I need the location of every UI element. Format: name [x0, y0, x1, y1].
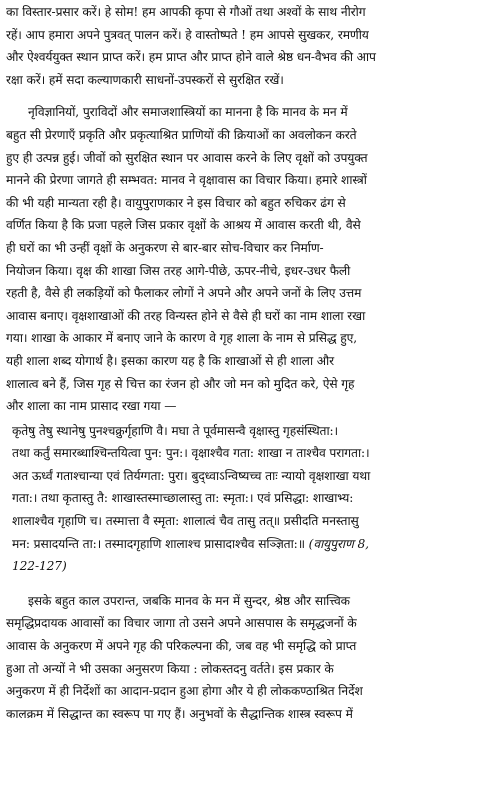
text-line: बहुत सी प्रेरणाएँ प्रकृति और प्रकृत्याश्रित प्राणियों की क्रियाओं का अवलोकन करते [6, 127, 357, 142]
text-line: इसके बहुत काल उपरान्त, जबकि मानव के मन में सुन्दर, श्रेष्ठ और सात्त्विक [28, 593, 350, 608]
text-line: रक्षा करें। हमें सदा कल्याणकारी साधनों-उपस्करों से सुरक्षित रखें। [6, 72, 284, 87]
paragraph-tree-dwelling [6, 101, 495, 417]
citation-source: (वायुपुराण 8, [308, 536, 369, 551]
sanskrit-verse-block [6, 420, 495, 578]
text-line: रहें। आप हमारा अपने पुत्रवत् पालन करें। हे वास्तोष्पते ! हम आपसे सुखकर, रमणीय [6, 27, 369, 42]
text-line: समृद्धिप्रदायक आवासों का विचार जागा तो उसने अपने आसपास के समृद्धजनों के [6, 616, 357, 631]
verse-line [12, 533, 495, 556]
text-line: आवास के अनुकरण में अपने गृह की परिकल्पना की, जब वह भी समृद्धि को प्राप्त [6, 639, 357, 654]
citation-verses: 122-127) [12, 559, 67, 574]
text-line: नियोजन किया। वृक्ष की शाखा जिस तरह आगे-पीछे, ऊपर-नीचे, इधर-उधर फैली [6, 263, 351, 278]
verse-line: अत ऊर्ध्वं गताश्चान्या एवं तिर्यग्गता: पुरा। बुद्ध्वाऽन्विष्यच्च ताः न्यायो वृक्षशाखा यथा [12, 468, 371, 483]
text-line: ही घरों का भी उन्हीं वृक्षों के अनुकरण से बार-बार सोच-विचार कर निर्माण- [6, 240, 324, 255]
text-line: रहती है, वैसे ही लकड़ियों को फैलाकर लोगों ने अपने और अपने जनों के लिए उत्तम [6, 286, 362, 301]
text-line: गया। शाखा के आकार में बनाए जाने के कारण वे गृह शाला के नाम से प्रसिद्ध हुए, [6, 331, 358, 346]
text-line: की भी यही मान्यता रही है। वायुपुराणकार ने इस विचार को बहुत रुचिकर ढंग से [6, 195, 346, 210]
verse-line: शालाश्चैव गृहाणि च। तस्मात्ता वै स्मृता: शालात्वं चैव तासु तत्॥ प्रसीदति मनस्तासु [12, 514, 359, 529]
text-line: हुआ तो अन्यों ने भी उसका अनुसरण किया : लोकस्तदनु वर्तते। इस प्रकार के [6, 661, 334, 676]
paragraph-imitation [6, 590, 495, 726]
text-line: और ऐश्वर्ययुक्त स्थान प्राप्त करें। हम प्राप्त और प्राप्त होने वाले श्रेष्ठ धन-वैभव की आप [6, 50, 376, 65]
text-line: हुए ही उत्पन्न हुई। जीवों को सुरक्षित स्थान पर आवास करने के लिए वृक्षों को उपयुक्त [6, 150, 368, 165]
verse-line-text: मन: प्रसादयन्ति ता:। तस्मादगृहाणि शालाश्च प्रासादाश्चैव सञ्ज्ञिता:॥ [12, 536, 305, 551]
text-line: मानने की प्रेरणा जागते ही सम्भवत: मानव ने वृक्षावास का विचार किया। हमारे शास्त्रों [6, 173, 367, 188]
verse-line: तथा कर्तुं समारब्धाश्चिन्तयित्वा पुन: पुन:। वृक्षाश्चैव गता: शाखा न ताश्चैव परागता:। [12, 446, 370, 461]
text-line: आवास बनाए। वृक्षशाखाओं की तरह विन्यस्त होने से वैसे ही घरों का नाम शाला रखा [6, 308, 366, 323]
verse-line: गता:। तथा कृतास्तु तै: शाखास्तस्माच्छालास्तु ता: स्मृता:। एवं प्रसिद्धा: शाखाभ्य: [12, 491, 354, 506]
paragraph-vedic-prayer [6, 1, 495, 91]
text-line: यही शाला शब्द योगार्थ है। इसका कारण यह है कि शाखाओं से ही शाला और [6, 353, 335, 368]
text-line: अनुकरण में ही निर्देशों का आदान-प्रदान हुआ होगा और ये ही लोककण्ठाश्रित निर्देश [6, 684, 363, 699]
text-line: वर्णित किया है कि प्रजा पहले जिस प्रकार वृक्षों के आश्रय में आवास करती थी, वैसे [6, 218, 361, 233]
text-line: का विस्तार-प्रसार करें। हे सोम! हम आपकी कृपा से गौओं तथा अश्वों के साथ नीरोग [6, 5, 366, 19]
text-line: नृविज्ञानियों, पुराविदों और समाजशास्त्रियों का मानना है कि मानव के मन में [28, 105, 348, 120]
text-line: और शाला का नाम प्रासाद रखा गया — [6, 399, 177, 414]
text-line: शालात्व बने हैं, जिस गृह से चित्त का रंजन हो और जो मन को मुदित करे, ऐसे गृह [6, 376, 355, 391]
text-line: कालक्रम में सिद्धान्त का स्वरूप पा गए हैं। अनुभवों के सैद्धान्तिक शास्त्र स्वरूप में [6, 706, 353, 721]
verse-line: कृतेषु तेषु स्थानेषु पुनश्चक्रुर्गृहाणि वै। मघा ते पूर्वमासन्वै वृक्षास्तु गृहसंस्थिता:। [12, 423, 339, 438]
